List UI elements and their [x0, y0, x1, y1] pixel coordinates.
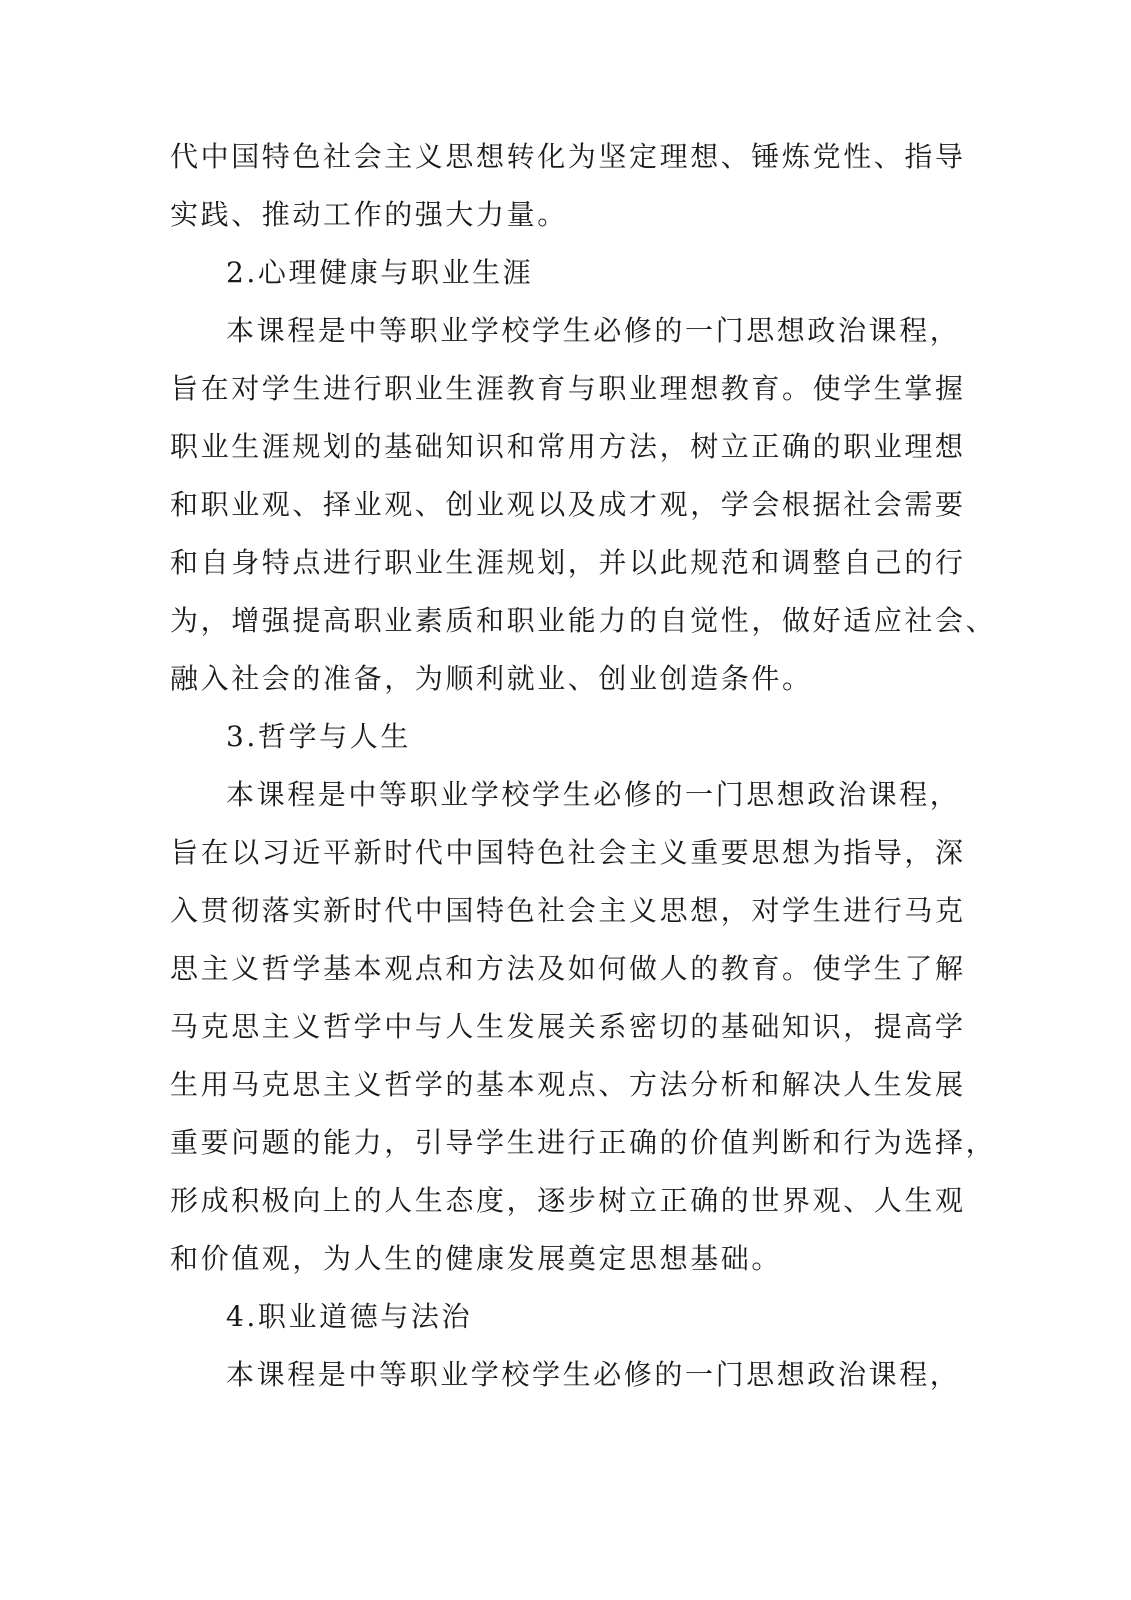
document-body	[170, 128, 997, 1404]
paragraph-line: 生用马克思主义哲学的基本观点、方法分析和解决人生发展	[170, 1068, 966, 1101]
section-heading-ethics-law: 4.职业道德与法治	[226, 1300, 473, 1333]
paragraph-line: 和职业观、择业观、创业观以及成才观，学会根据社会需要	[170, 488, 966, 521]
paragraph-line: 本课程是中等职业学校学生必修的一门思想政治课程，	[226, 314, 961, 347]
paragraph-line: 和自身特点进行职业生涯规划，并以此规范和调整自己的行	[170, 546, 966, 579]
paragraph-line: 职业生涯规划的基础知识和常用方法，树立正确的职业理想	[170, 430, 966, 463]
section-heading-mental-health-career: 2.心理健康与职业生涯	[226, 256, 534, 289]
paragraph-line: 形成积极向上的人生态度，逐步树立正确的世界观、人生观	[170, 1184, 966, 1217]
paragraph-line: 本课程是中等职业学校学生必修的一门思想政治课程，	[226, 1358, 961, 1391]
paragraph-line: 旨在以习近平新时代中国特色社会主义重要思想为指导，深	[170, 836, 966, 869]
paragraph-line: 和价值观，为人生的健康发展奠定思想基础。	[170, 1242, 783, 1275]
paragraph-line: 为，增强提高职业素质和职业能力的自觉性，做好适应社会、	[170, 604, 997, 637]
paragraph-line: 代中国特色社会主义思想转化为坚定理想、锤炼党性、指导	[170, 140, 966, 173]
paragraph-line: 融入社会的准备，为顺利就业、创业创造条件。	[170, 662, 813, 695]
paragraph-line: 实践、推动工作的强大力量。	[170, 198, 568, 231]
section-heading-philosophy-life: 3.哲学与人生	[226, 720, 411, 753]
paragraph-line: 重要问题的能力，引导学生进行正确的价值判断和行为选择，	[170, 1126, 997, 1159]
paragraph-line: 马克思主义哲学中与人生发展关系密切的基础知识，提高学	[170, 1010, 966, 1043]
paragraph-line: 旨在对学生进行职业生涯教育与职业理想教育。使学生掌握	[170, 372, 966, 405]
paragraph-line: 思主义哲学基本观点和方法及如何做人的教育。使学生了解	[170, 952, 966, 985]
paragraph-line: 入贯彻落实新时代中国特色社会主义思想，对学生进行马克	[170, 894, 966, 927]
paragraph-line: 本课程是中等职业学校学生必修的一门思想政治课程，	[226, 778, 961, 811]
